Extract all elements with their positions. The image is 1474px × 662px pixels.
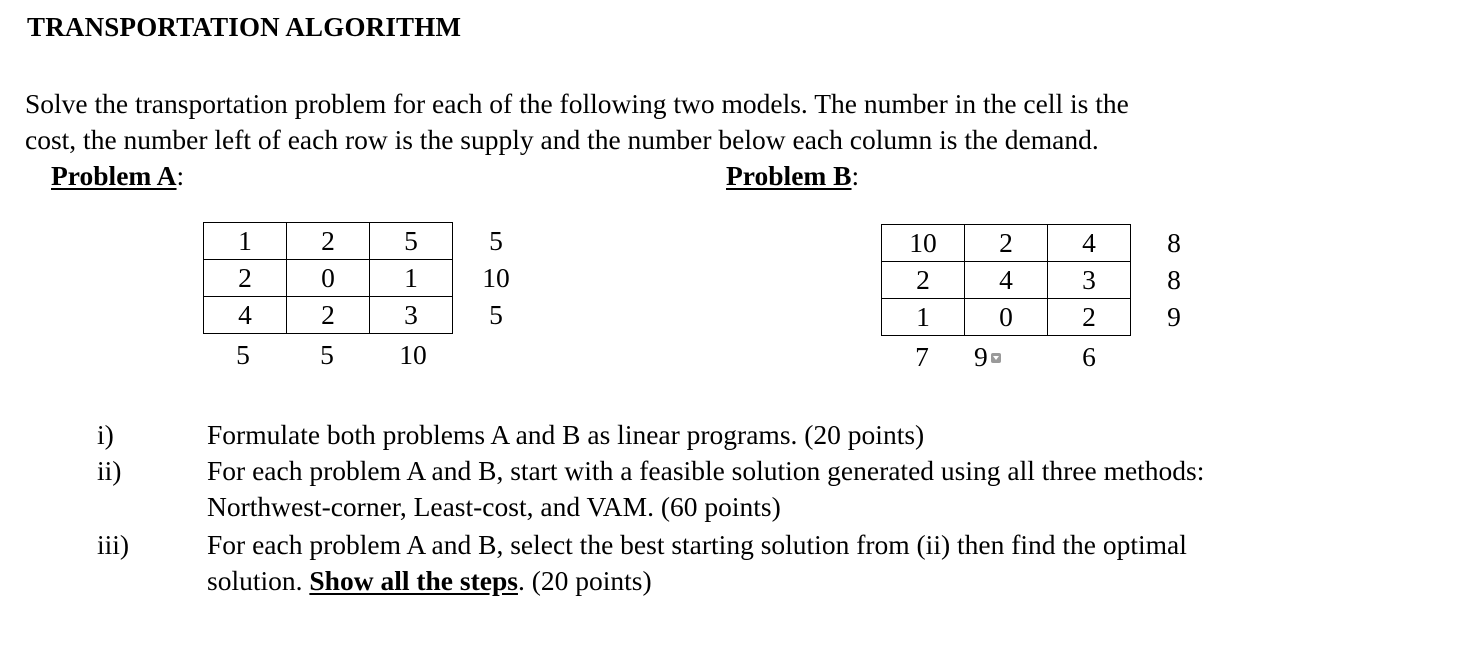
problem-b-supply-2: 8 [1167,264,1181,295]
intro-line-2: cost, the number left of each row is the supply and the number below each column is the demand. [25,124,1099,155]
cost-cell: 0 [965,299,1048,336]
problem-a-demand-2: 5 [320,339,334,370]
problem-b-demand-2: 9 [974,341,1001,373]
intro-line-1: Solve the transportation problem for each of the following two models. The number in the cell is the [25,88,1129,119]
problem-b-demand-3: 6 [1082,341,1096,372]
task-3-line-1: For each problem A and B, select the best starting solution from (ii) then find the optimal [207,529,1187,560]
cost-cell: 10 [882,225,965,262]
cost-cell: 2 [1048,299,1131,336]
problem-a-supply-3: 5 [489,299,503,330]
cost-cell: 4 [1048,225,1131,262]
cost-cell: 3 [1048,262,1131,299]
task-number-1: i) [97,419,114,450]
task-number-3: iii) [97,529,130,560]
cost-cell: 3 [370,297,453,334]
task-3-line-2: solution. Show all the steps. (20 points) [207,565,652,596]
task-2-line-1: For each problem A and B, start with a feasible solution generated using all three methods: [207,455,1205,486]
problem-a-label: Problem A: [51,160,185,191]
cost-cell: 2 [287,297,370,334]
cost-cell: 5 [370,223,453,260]
cost-cell: 2 [204,260,287,297]
task-number-2: ii) [97,455,122,486]
problem-b-demand-1: 7 [915,341,929,372]
cost-cell: 0 [287,260,370,297]
problem-b-supply-1: 8 [1167,227,1181,258]
cost-cell: 4 [965,262,1048,299]
problem-a-supply-2: 10 [482,262,510,293]
problem-b-supply-3: 9 [1167,301,1181,332]
emphasis-show-all-steps: Show all the steps [309,565,518,596]
cost-cell: 2 [965,225,1048,262]
document-title: TRANSPORTATION ALGORITHM [27,12,462,42]
problem-a-demand-1: 5 [236,339,250,370]
cost-cell: 4 [204,297,287,334]
cost-cell: 1 [370,260,453,297]
problem-b-label: Problem B: [726,160,860,191]
problem-a-demand-3: 10 [399,339,427,370]
task-1-line-1: Formulate both problems A and B as linear programs. (20 points) [207,419,925,450]
cost-cell: 1 [204,223,287,260]
cost-cell: 2 [882,262,965,299]
task-2-line-2: Northwest-corner, Least-cost, and VAM. (60 points) [207,491,781,522]
cost-cell: 2 [287,223,370,260]
cost-cell: 1 [882,299,965,336]
problem-a-supply-1: 5 [489,225,503,256]
